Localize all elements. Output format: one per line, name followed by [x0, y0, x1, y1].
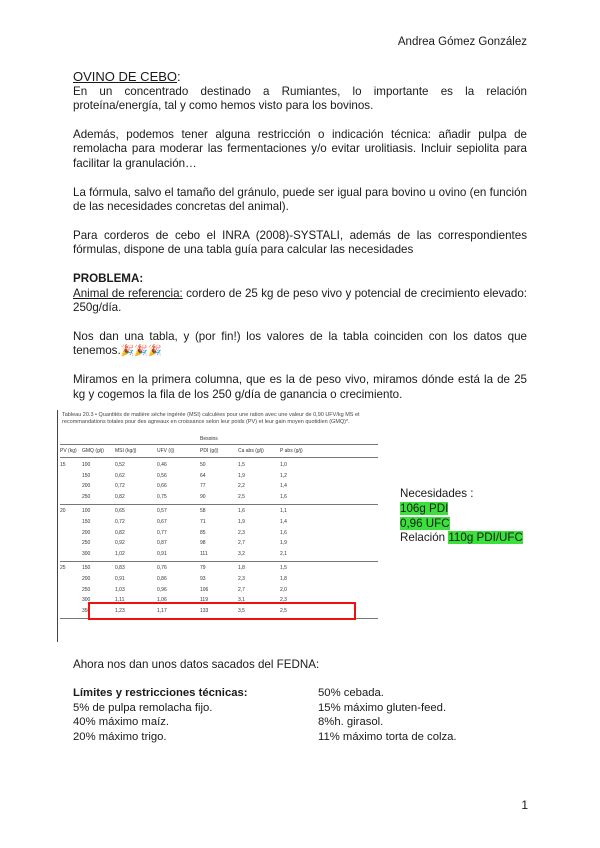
needs-label: Necesidades :	[400, 487, 474, 500]
table-header-cell: P abs (g/j)	[280, 448, 303, 454]
main-text	[73, 70, 527, 402]
table-cell: 100	[82, 462, 91, 468]
table-cell: 0,66	[157, 483, 167, 490]
table-row	[60, 565, 378, 575]
table-cell: 200	[82, 529, 91, 536]
table-cell: 1,8	[238, 565, 245, 572]
table-cell: 15	[60, 462, 66, 468]
table-cell: 1,9	[238, 472, 245, 479]
table-cell: 133	[200, 607, 209, 614]
table-cell: 3,5	[238, 607, 245, 614]
paragraph-1: En un concentrado destinado a Rumiantes, lo importante es la relación proteína/energía, tal y como hemos visto para los bovinos.	[73, 84, 527, 113]
table-header-cell: Ca abs (g/j)	[238, 448, 264, 454]
table-cell: 0,82	[115, 493, 125, 500]
table-cell: 1,0	[280, 462, 287, 468]
table-cell: 1,5	[238, 462, 245, 468]
table-cell: 111	[200, 550, 208, 557]
table-cell: 150	[82, 519, 91, 525]
table-row	[60, 462, 378, 472]
needs-ufc: 0,96 UFC	[400, 516, 450, 530]
table-cell: 250	[82, 540, 91, 547]
table-row	[60, 530, 378, 540]
table-cell: 250	[82, 493, 91, 500]
table-cell: 2,5	[238, 493, 245, 500]
table-cell: 0,77	[157, 529, 167, 536]
table-header-cell: GMQ (g/j)	[82, 448, 104, 454]
table-cell: 1,6	[238, 508, 245, 515]
party-emoji: 🎉🎉🎉	[120, 345, 162, 358]
section-title: OVINO DE CEBO:	[73, 69, 181, 84]
table-caption: Tableau 20.3 • Quantités de matière sèche ingérée (MSI) calculées pour une ration avec une valeur de 0,90 UFV/kg MS et recommandations totales pour des agneaux en croissance selon leur poids (PV) et leur gain moyen quotidien (GMQ)*.	[62, 412, 360, 425]
paragraph-4: Para corderos de cebo el INRA (2008)-SYSTALI, además de las correspondientes fórmulas, dispone de una tabla guía para calcular las necesidades	[73, 228, 527, 257]
fedna-intro: Ahora nos dan unos datos sacados del FEDNA:	[73, 658, 320, 671]
table-cell: 1,23	[115, 607, 125, 614]
paragraph-2: Además, podemos tener alguna restricción o indicación técnica: añadir pulpa de remolacha para moderar las fermentaciones y/o evitar urolitiasis. Incluir sepiolita para facilitar la granulación…	[73, 127, 527, 170]
limit-item: 40% máximo maíz.	[73, 716, 170, 728]
table-cell: 100	[82, 508, 91, 515]
table-cell: 1,1	[280, 508, 287, 515]
table-cell: 0,83	[115, 565, 125, 572]
table-cell: 71	[200, 519, 206, 525]
limits-left-column	[73, 686, 248, 744]
table-cell: 20	[60, 508, 66, 515]
table-cell: 1,5	[280, 565, 287, 572]
table-row	[60, 473, 378, 483]
limits-heading: Límites y restricciones técnicas:	[73, 687, 248, 699]
table-cell: 0,86	[157, 576, 167, 582]
needs-box: Necesidades : 106g PDI 0,96 UFC Relación 110g PDI/UFC	[400, 487, 523, 545]
table-header-cell: PV (kg)	[60, 448, 77, 454]
table-cell: 0,87	[157, 540, 167, 547]
selected-row-highlight	[88, 602, 356, 620]
table-cell: 1,6	[280, 529, 287, 536]
reference-label: Animal de referencia:	[73, 286, 183, 300]
limit-item: 50% cebada.	[318, 687, 384, 699]
table-cell: 0,91	[157, 550, 167, 557]
table-cell: 2,1	[280, 550, 287, 557]
table-cell: 0,82	[115, 529, 125, 536]
limits-right-column	[318, 686, 457, 744]
table-cell: 1,11	[115, 597, 125, 604]
table-cell: 0,52	[115, 462, 125, 468]
table-cell: 85	[200, 529, 206, 536]
table-cell: 2,7	[238, 540, 245, 547]
table-cell: 250	[82, 586, 91, 593]
page-number: 1	[521, 798, 528, 812]
table-cell: 0,92	[115, 540, 125, 547]
table-cell: 0,76	[157, 565, 167, 572]
table-cell: 0,75	[157, 493, 167, 500]
table-cell: 0,62	[115, 472, 125, 479]
table-cell: 0,72	[115, 519, 125, 525]
table-cell: 2,7	[238, 586, 245, 593]
table-cell: 90	[200, 493, 206, 500]
table-header-cell: MSI (kg/j)	[115, 448, 137, 454]
table-cell: 2,3	[280, 597, 287, 604]
table-cell: 1,8	[280, 576, 287, 582]
table-cell: 98	[200, 540, 206, 547]
table-cell: 1,4	[280, 519, 287, 525]
table-cell: 93	[200, 576, 206, 582]
table-cell: 58	[200, 508, 206, 515]
table-cell: 1,9	[280, 540, 287, 547]
table-cell: 1,03	[115, 586, 125, 593]
table-row	[60, 494, 378, 504]
table-cell: 50	[200, 462, 206, 468]
table-cell: 79	[200, 565, 206, 572]
table-row	[60, 519, 378, 529]
table-row	[60, 483, 378, 493]
paragraph-5: Nos dan una tabla, y (por fin!) los valores de la tabla coinciden con los datos que tenemos.🎉🎉🎉	[73, 329, 527, 358]
limit-item: 15% máximo gluten-feed.	[318, 701, 447, 714]
table-cell: 0,56	[157, 472, 167, 479]
paragraph-3: La fórmula, salvo el tamaño del gránulo, puede ser igual para bovino u ovino (en función de las necesidades concretas del animal).	[73, 185, 527, 214]
table-row	[60, 508, 378, 518]
table-cell: 119	[200, 597, 208, 604]
table-header-cell: UFV (/j)	[157, 448, 175, 454]
table-cell: 1,02	[115, 550, 125, 557]
table-cell: 1,06	[157, 597, 167, 604]
table-row	[60, 587, 378, 597]
table-cell: 1,6	[280, 493, 287, 500]
table-cell: 2,5	[280, 607, 287, 614]
table-cell: 2,2	[238, 483, 245, 490]
problem-heading: PROBLEMA:	[73, 271, 144, 285]
table-cell: 25	[60, 565, 66, 572]
table-header-cell: PDI (g/j)	[200, 448, 219, 454]
table-cell: 1,17	[157, 607, 167, 614]
reference-animal: Animal de referencia: cordero de 25 kg de peso vivo y potencial de crecimiento elevado: 250g/día.	[73, 286, 527, 315]
table-cell: 0,67	[157, 519, 167, 525]
table-cell: 3,2	[238, 550, 245, 557]
table-cell: 0,57	[157, 508, 167, 515]
needs-ratio: 110g PDI/UFC	[448, 531, 523, 545]
table-cell: 64	[200, 472, 206, 479]
table-cell: 0,46	[157, 462, 167, 468]
table-cell: 350	[82, 607, 91, 614]
table-row	[60, 576, 378, 586]
table-cell: 106	[200, 586, 209, 593]
table-cell: 0,65	[115, 508, 125, 515]
needs-pdi: 106g PDI	[400, 501, 449, 515]
limit-item: 20% máximo trigo.	[73, 730, 167, 743]
table-cell: 1,2	[280, 472, 287, 479]
table-row	[60, 540, 378, 550]
limit-item: 11% máximo torta de colza.	[318, 730, 457, 743]
table-row	[60, 551, 378, 561]
table-cell: 0,91	[115, 576, 125, 582]
table-cell: 1,9	[238, 519, 245, 525]
table-cell: 300	[82, 597, 91, 604]
table-cell: 77	[200, 483, 206, 490]
table-cell: 150	[82, 565, 91, 572]
table-cell: 2,3	[238, 529, 245, 536]
table-cell: 200	[82, 576, 91, 582]
table-cell: 0,72	[115, 483, 125, 490]
table-cell: 200	[82, 483, 91, 490]
table-cell: 2,3	[238, 576, 245, 582]
table-cell: 2,0	[280, 586, 287, 593]
limit-item: 8%h. girasol.	[318, 716, 384, 728]
table-cell: 300	[82, 550, 91, 557]
table-group-header: Besoins	[200, 436, 218, 442]
table-cell: 0,96	[157, 586, 167, 593]
table-cell: 1,4	[280, 483, 287, 490]
paragraph-6: Miramos en la primera columna, que es la de peso vivo, miramos dónde está la de 25 kg y cogemos la fila de los 250 g/día de ganancia o crecimiento.	[73, 372, 527, 401]
table-cell: 150	[82, 472, 91, 479]
limit-item: 5% de pulpa remolacha fijo.	[73, 701, 213, 714]
author-name: Andrea Gómez González	[397, 36, 527, 48]
table-cell: 3,1	[238, 597, 245, 604]
